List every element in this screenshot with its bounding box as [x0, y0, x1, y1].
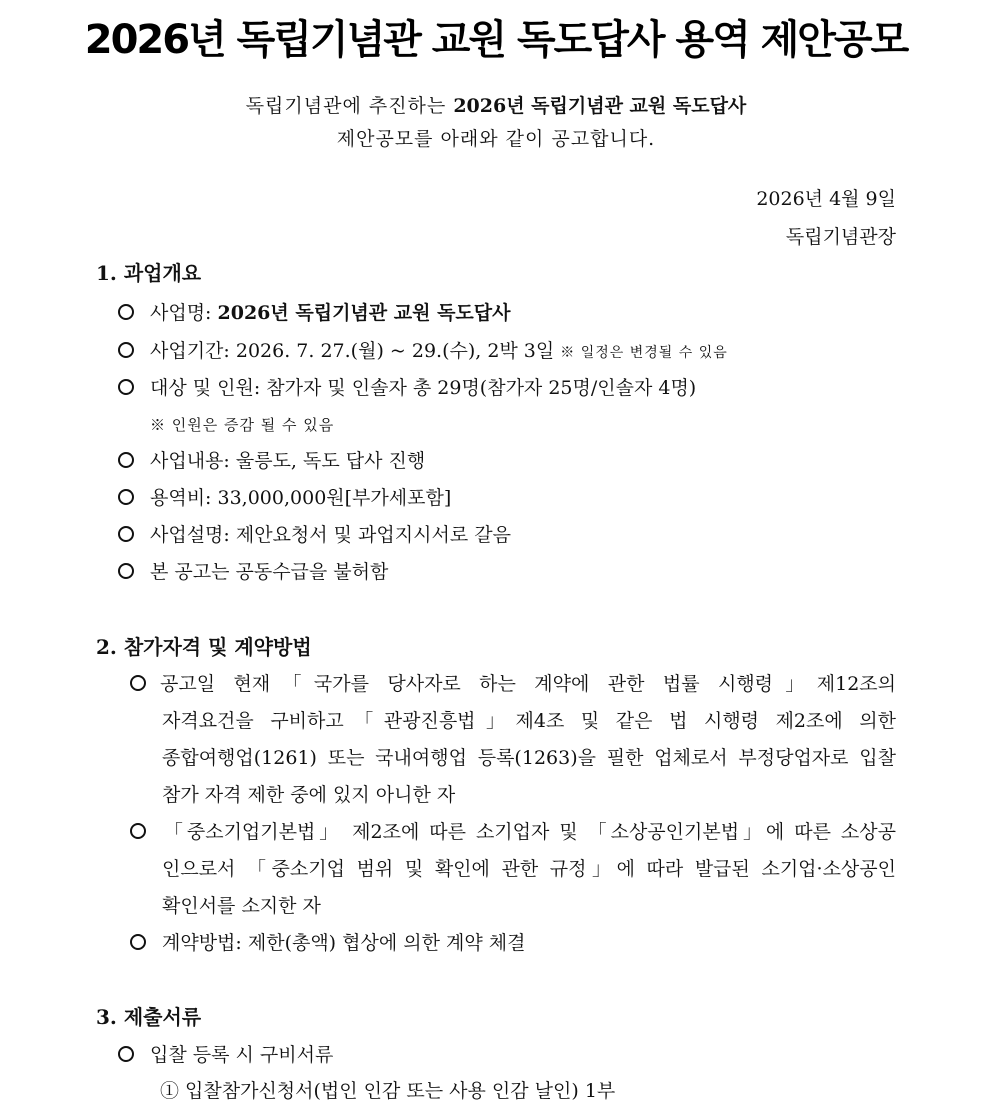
project-period: 사업기간: 2026. 7. 27.(월) ~ 29.(수), 2박 3일 [150, 340, 555, 362]
intro-paragraph [0, 90, 992, 156]
project-description: 사업설명: 제안요청서 및 과업지시서로 갈음 [150, 524, 511, 546]
qualification-1-line: 종합여행업(1261) 또는 국내여행업 등록(1263)을 필한 업체로서 부정당업자로 입찰 [162, 747, 896, 769]
document-item-1: ① 입찰참가신청서(법인 인감 또는 사용 인감 날인) 1부 [160, 1080, 616, 1102]
intro-line-1-bold: 2026년 독립기념관 교원 독도답사 [453, 95, 747, 117]
project-content: 사업내용: 울릉도, 독도 답사 진행 [150, 450, 426, 472]
service-fee: 용역비: 33,000,000원[부가세포함] [150, 487, 452, 509]
qualification-1 [130, 666, 896, 814]
intro-line-1 [0, 90, 992, 123]
period-note: ※ 일정은 변경될 수 있음 [560, 345, 728, 361]
bullet-bid-documents [118, 1040, 333, 1070]
circle-bullet-icon [118, 304, 134, 320]
bullet-joint-bid [118, 557, 388, 587]
bullet-service-fee [118, 483, 451, 513]
qualification-2 [130, 814, 896, 925]
bullet-project-description [118, 520, 511, 550]
circle-bullet-icon [118, 379, 134, 395]
issuer: 독립기념관장 [785, 226, 896, 248]
circle-bullet-icon [118, 526, 134, 542]
circle-bullet-icon [130, 934, 146, 950]
announcement-date: 2026년 4월 9일 [756, 188, 896, 210]
bullet-project-period [118, 336, 728, 368]
circle-bullet-icon [130, 823, 146, 839]
bullet-participants [118, 373, 696, 403]
qualification-2-line: 인으로서 「중소기업 범위 및 확인에 관한 규정」에 따라 발급된 소기업·소상공인 [162, 858, 896, 880]
project-name-label: 사업명: [150, 302, 218, 324]
circle-bullet-icon [118, 489, 134, 505]
qualification-1-line: 자격요건을 구비하고「관광진흥법」제4조 및 같은 법 시행령 제2조에 의한 [162, 710, 896, 732]
bid-documents: 입찰 등록 시 구비서류 [150, 1044, 334, 1066]
circle-bullet-icon [118, 1046, 134, 1062]
qualification-2-line: 확인서를 소지한 자 [162, 895, 321, 917]
qualification-1-line: 참가 자격 제한 중에 있지 아니한 자 [162, 784, 456, 806]
project-name-value: 2026년 독립기념관 교원 독도답사 [217, 302, 511, 324]
participants-note: ※ 인원은 증감 될 수 있음 [150, 416, 335, 434]
participants: 대상 및 인원: 참가자 및 인솔자 총 29명(참가자 25명/인솔자 4명) [150, 377, 697, 399]
circle-bullet-icon [118, 342, 134, 358]
circle-bullet-icon [130, 675, 146, 691]
document-title: 2026년 독립기념관 교원 독도답사 용역 제안공모 [84, 17, 908, 63]
section-2-heading: 2. 참가자격 및 계약방법 [96, 635, 312, 659]
qualification-2-line: 「중소기업기본법」 제2조에 따른 소기업자 및 「소상공인기본법」에 따른 소상공 [130, 814, 896, 851]
circle-bullet-icon [118, 563, 134, 579]
section-3-heading: 3. 제출서류 [96, 1005, 202, 1029]
intro-line-1-prefix: 독립기념관에 추진하는 [245, 95, 454, 117]
circle-bullet-icon [118, 452, 134, 468]
qualification-1-line: 공고일 현재「국가를 당사자로 하는 계약에 관한 법률 시행령」제12조의 [130, 666, 896, 703]
bullet-contract-method [130, 928, 525, 958]
bullet-project-name [118, 298, 511, 328]
intro-line-2: 제안공모를 아래와 같이 공고합니다. [336, 128, 656, 150]
contract-method: 계약방법: 제한(총액) 협상에 의한 계약 체결 [162, 932, 526, 954]
section-1-heading: 1. 과업개요 [96, 261, 202, 285]
bullet-project-content [118, 446, 425, 476]
joint-bid: 본 공고는 공동수급을 불허함 [150, 561, 389, 583]
